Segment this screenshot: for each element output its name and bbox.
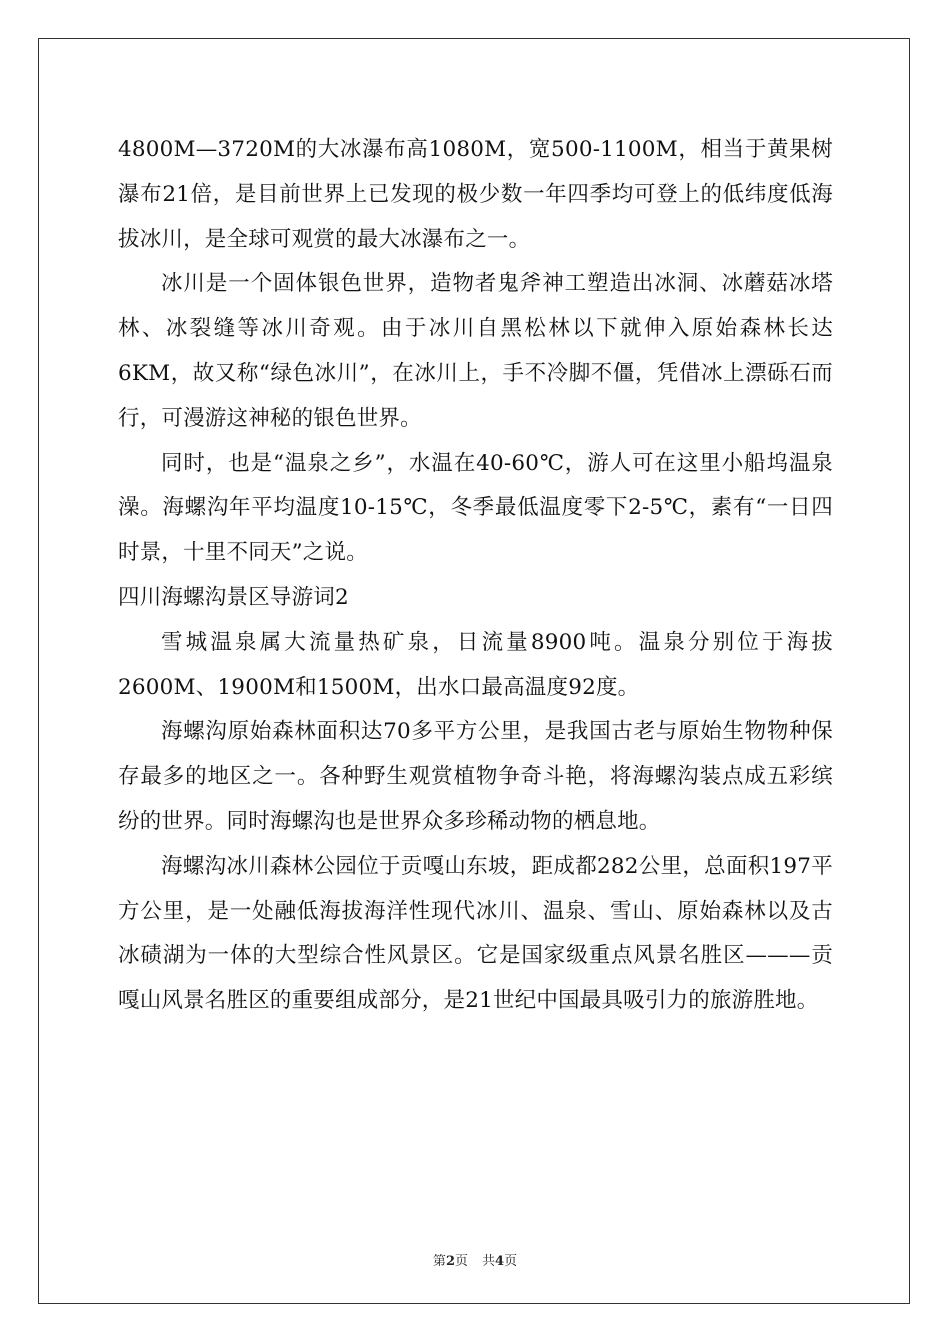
paragraph-park-overview: 海螺沟冰川森林公园位于贡嘎山东坡，距成都282公里，总面积197平方公里，是一处融低海拔海洋性现代冰川、温泉、雪山、原始森林以及古冰碛湖为一体的大型综合性风景区。它是国家级重点风景名胜区———贡嘎山风景名胜区的重要组成部分，是21世纪中国最具吸引力的旅游胜地。 xyxy=(118,853,833,1014)
paragraph-ice-waterfall: 4800M—3720M的大冰瀑布高1080M，宽500-1100M，相当于黄果树瀑布21倍，是目前世界上已发现的极少数一年四季均可登上的低纬度低海拔冰川，是全球可观赏的最大冰瀑布之一。 xyxy=(118,137,833,252)
paragraph-primeval-forest: 海螺沟原始森林面积达70多平方公里，是我国古老与原始生物物种保存最多的地区之一。各种野生观赏植物争奇斗艳，将海螺沟装点成五彩缤纷的世界。同时海螺沟也是世界众多珍稀动物的栖息地。 xyxy=(118,719,833,834)
page-footer xyxy=(0,1250,950,1269)
page-suffix: 页 xyxy=(454,1254,468,1269)
total-suffix: 页 xyxy=(504,1254,518,1269)
paragraph-glacier-world: 冰川是一个固体银色世界，造物者鬼斧神工塑造出冰洞、冰蘑菇冰塔林、冰裂缝等冰川奇观。由于冰川自黑松林以下就伸入原始森林长达6KM，故又称“绿色冰川”，在冰川上，手不冷脚不僵，凭借冰上漂砾石而行，可漫游这神秘的银色世界。 xyxy=(118,271,833,431)
section-heading: 四川海螺沟景区导游词2 xyxy=(118,584,349,610)
total-pages: 4 xyxy=(495,1254,505,1269)
total-prefix: 共 xyxy=(482,1254,496,1269)
paragraph-snow-city-spring: 雪城温泉属大流量热矿泉，日流量8900吨。温泉分别位于海拔2600M、1900M和1500M，出水口最高温度92度。 xyxy=(118,629,833,700)
page-number: 2 xyxy=(445,1254,455,1269)
page-prefix: 第 xyxy=(432,1254,446,1269)
document-body xyxy=(118,128,833,1024)
paragraph-hot-spring-town: 同时，也是“温泉之乡”，水温在40-60℃，游人可在这里小船坞温泉澡。海螺沟年平均温度10-15℃，冬季最低温度零下2-5℃，素有“一日四时景，十里不同天”之说。 xyxy=(118,450,833,566)
